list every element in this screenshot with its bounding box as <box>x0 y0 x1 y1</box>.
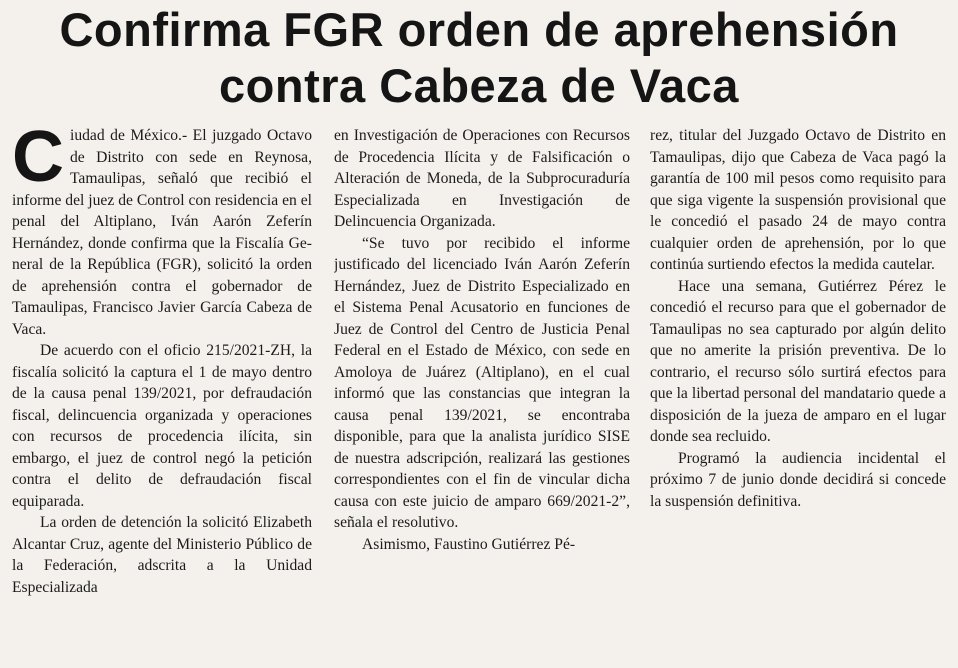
article-body <box>0 125 958 668</box>
article-column-1 <box>12 125 312 668</box>
paragraph: en Investigación de Operaciones con Recursos de Procedencia Ilícita y de Falsificación o Alteración de Moneda, de la Subprocuraduría Especializada en Investigación de Delincuencia Organizada. <box>334 127 630 230</box>
paragraph: La orden de detención la solicitó Elizabeth Alcantar Cruz, agente del Ministerio Público de la Federación, adscrita a la Unidad Especializada <box>12 514 312 596</box>
paragraph: De acuerdo con el oficio 215/2021-ZH, la fiscalía solicitó la captura el 1 de mayo dentro de la causa penal 139/2021, por defraudación fiscal, delincuencia organizada y operaciones con recursos de procedencia ilícita, sin embargo, el juez de control negó la petición contra el delito de defraudación fiscal equiparada. <box>12 342 312 510</box>
headline-line-1: Confirma FGR orden de aprehensión <box>59 3 899 56</box>
drop-cap: C <box>12 125 64 197</box>
article-column-3 <box>650 125 946 668</box>
article-column-2 <box>334 125 630 668</box>
paragraph: “Se tuvo por recibido el informe justificado del licenciado Iván Aarón Zeferín Hernández, Juez de Distrito Especializado en el Sistema Penal Acusatorio en funciones de Juez de Control del Centro de Justicia Penal Federal en el Estado de México, con sede en Amoloya de Juárez (Altiplano), en el cual informó que las constancias que integran la causa penal 139/2021, se encontraba disponible, para que la analista jurídico SISE de nuestra adscripción, realizará las gestiones correspondientes con el fin de vincular dicha causa con este juicio de amparo 669/2021-2”, señala el resolutivo. <box>334 234 630 531</box>
headline-line-2: contra Cabeza de Vaca <box>219 59 739 112</box>
paragraph: Asimismo, Faustino Gutiérrez Pé- <box>362 535 576 553</box>
paragraph: Programó la audiencia incidental el próximo 7 de junio donde decidirá si concede la suspensión definitiva. <box>650 449 946 510</box>
paragraph: rez, titular del Juzgado Octavo de Distrito en Tamaulipas, dijo que Cabeza de Vaca pagó la garantía de 100 mil pesos como requisito para que siga vigente la suspensión provisional que le concedió el pasado 24 de mayo contra cualquier orden de aprehensión, por lo que continúa surtiendo efectos la medida cautelar. <box>650 127 946 273</box>
headline <box>0 2 958 114</box>
paragraph: Hace una semana, Gutiérrez Pérez le concedió el recurso para que el gobernador de Tamaulipas no sea capturado por algún delito que no amerite la prisión preventiva. De lo contrario, el recurso sólo surtirá efectos para que la libertad personal del mandatario quede a disposición de la jueza de amparo en el lugar donde sea recluido. <box>650 277 946 445</box>
paragraph: iudad de México.- El juzgado Octavo de Distrito con sede en Reynosa, Tamaulipas, señaló que recibió el informe del juez de Control con residencia en el penal del Altiplano, Iván Aarón Zeferín Hernández, donde confirma que la Fiscalía General de la República (FGR), solicitó la orden de aprehensión contra el gobernador de Tamaulipas, Francisco Javier García Cabeza de Vaca. <box>12 127 312 338</box>
